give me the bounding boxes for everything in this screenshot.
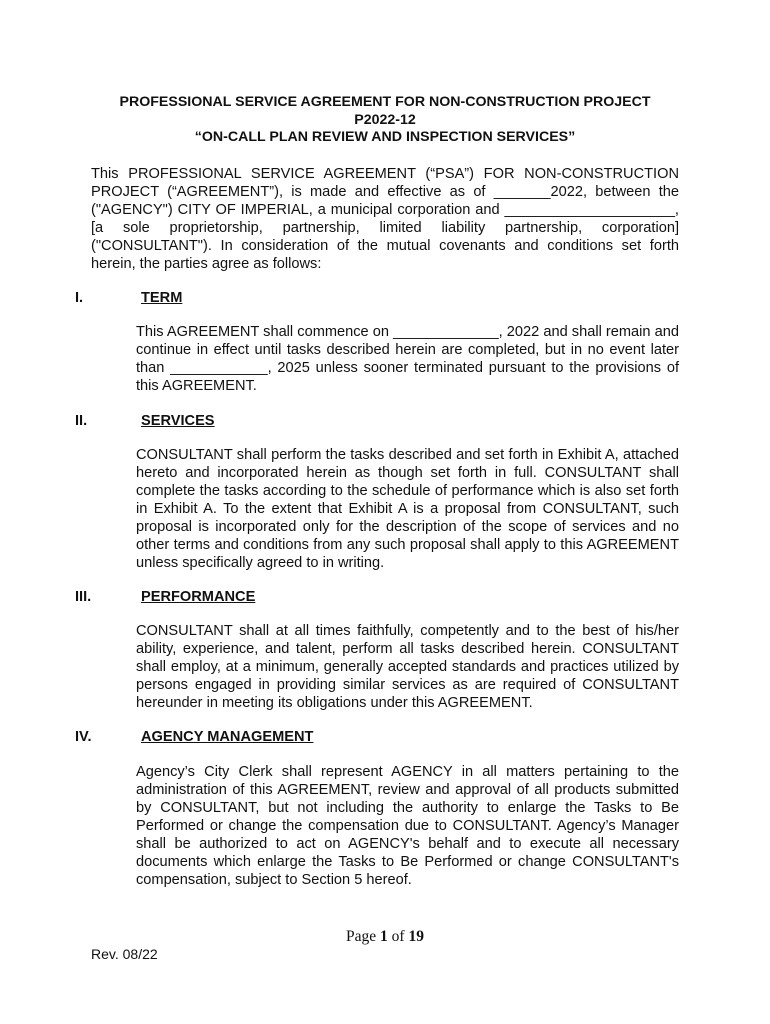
section-2-heading: SERVICES [141, 413, 215, 429]
title-line-3: “ON-CALL PLAN REVIEW AND INSPECTION SERVICES” [194, 129, 576, 145]
revision-label: Rev. 08/22 [91, 946, 158, 962]
section-3-heading: PERFORMANCE [141, 589, 256, 605]
section-3-number: III. [75, 589, 92, 605]
section-1-heading: TERM [141, 290, 183, 306]
page-word: Page [346, 928, 377, 945]
section-4-body: Agency’s City Clerk shall represent AGENCY in all matters pertaining to the administration of this AGREEMENT, review and approval of all products submitted by CONSULTANT, but not including the authority to enlarge the Tasks to Be Performed or change the compensation due to CONSULTANT. Agency’s Manager shall be authorized to act on AGENCY's behalf and to execute all necessary documents which enlarge the Tasks to Be Performed or change CONSULTANT's compensation, subject to Section 5 hereof. [136, 764, 679, 888]
title-line-2: P2022-12 [354, 111, 416, 128]
section-4-number: IV. [75, 729, 92, 745]
page-of: of [391, 928, 405, 945]
page-total: 19 [408, 928, 424, 945]
section-4-heading: AGENCY MANAGEMENT [141, 729, 314, 745]
title-line-1: PROFESSIONAL SERVICE AGREEMENT FOR NON-CONSTRUCTION PROJECT [119, 94, 651, 110]
page-number [0, 928, 770, 946]
intro-paragraph: This PROFESSIONAL SERVICE AGREEMENT (“PSA”) FOR NON-CONSTRUCTION PROJECT (“AGREEMENT”), is made and effective as of _______2022, between the ("AGENCY") CITY OF IMPERIAL, a municipal corporation and _____________________, [a sole proprietorship, partnership, limited liability partnership, corporation] ("CONSULTANT"). In consideration of the mutual covenants and conditions set forth herein, the parties agree as follows: [91, 166, 679, 272]
page-current: 1 [380, 928, 388, 945]
section-2-number: II. [75, 413, 88, 429]
section-1-number: I. [75, 290, 84, 306]
section-1-body: This AGREEMENT shall commence on _____________, 2022 and shall remain and continue in effect until tasks described herein are completed, but in no event later than ____________, 2025 unless sooner terminated pursuant to the provisions of this AGREEMENT. [136, 324, 679, 394]
section-2-body: CONSULTANT shall perform the tasks described and set forth in Exhibit A, attached hereto and incorporated herein as though set forth in full. CONSULTANT shall complete the tasks according to the schedule of performance which is also set forth in Exhibit A. To the extent that Exhibit A is a proposal from CONSULTANT, such proposal is incorporated only for the description of the scope of services and no other terms and conditions from any such proposal shall apply to this AGREEMENT unless specifically agreed to in writing. [136, 447, 679, 571]
document-title [0, 94, 770, 147]
section-3-body: CONSULTANT shall at all times faithfully, competently and to the best of his/her ability, experience, and talent, perform all tasks described herein. CONSULTANT shall employ, at a minimum, generally accepted standards and practices utilized by persons engaged in providing similar services as are required of CONSULTANT hereunder in meeting its obligations under this AGREEMENT. [136, 623, 679, 711]
